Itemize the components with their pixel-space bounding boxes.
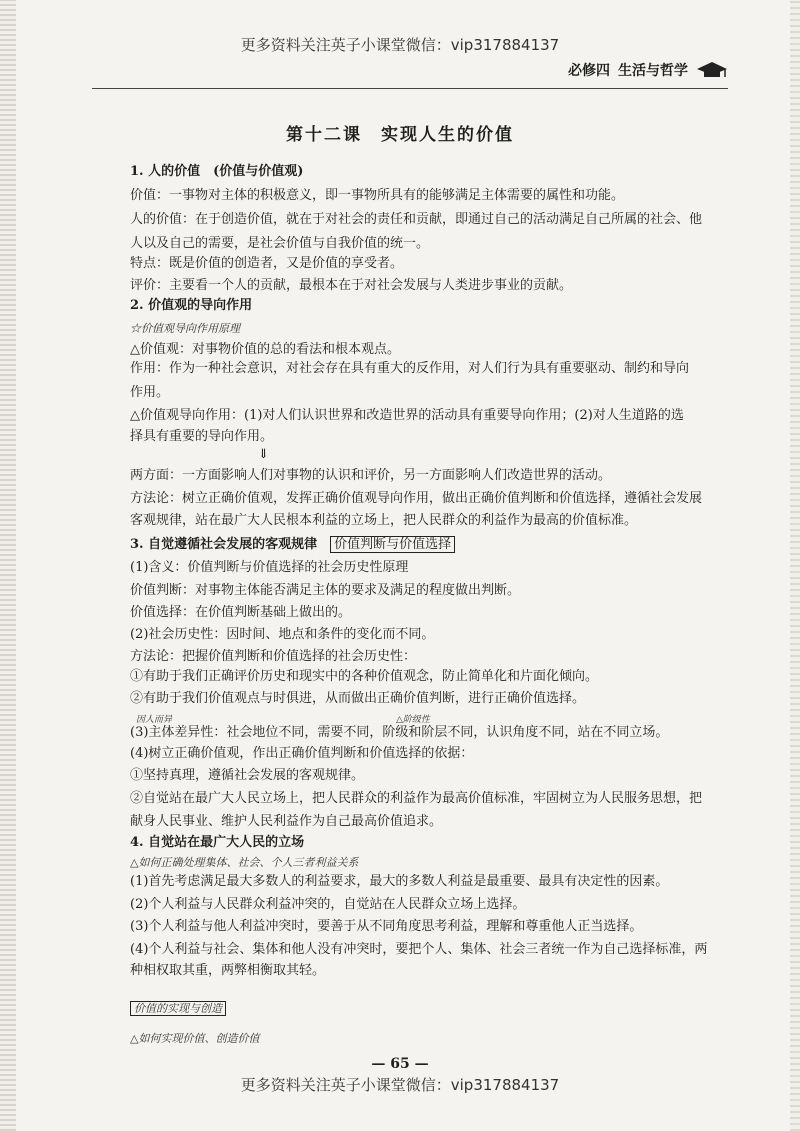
heading-4: 4. 自觉站在最广大人民的立场 (130, 835, 305, 850)
text-line: 方法论：把握价值判断和价值选择的社会历史性： (130, 649, 417, 664)
book-label: 必修四 (568, 63, 610, 79)
page-title: 第十二课 实现人生的价值 (286, 125, 514, 145)
boxed-heading: 价值的实现与创造 (130, 1001, 226, 1016)
heading-2: 2. 价值观的导向作用 (130, 298, 253, 313)
text-line: 评价：主要看一个人的贡献，最根本在于对社会发展与人类进步事业的贡献。 (130, 278, 573, 293)
text-line: 作用。 (130, 385, 170, 400)
text-line: △价值观导向作用：(1)对人们认识世界和改造世界的活动具有重要导向作用；(2)对人生道路的选 (130, 408, 684, 423)
handwritten-note-left: 因人而异 (136, 715, 173, 725)
graduation-cap-icon (696, 60, 728, 80)
text-line: 人的价值：在于创造价值，就在于对社会的责任和贡献，即通过自己的活动满足自己所属的社会、他 (130, 212, 703, 227)
page-header (568, 60, 728, 80)
text-line: 价值选择：在价值判断基础上做出的。 (130, 605, 352, 620)
heading-1: 1. 人的价值 (价值与价值观) (130, 164, 304, 179)
handwritten-note: △如何正确处理集体、社会、个人三者利益关系 (130, 856, 359, 869)
watermark-bottom: 更多资料关注英子小课堂微信：vip317884137 (240, 1076, 560, 1094)
text-line: (3)个人利益与他人利益冲突时，要善于从不同角度思考利益，理解和尊重他人正当选择。 (130, 919, 643, 934)
text-line: 方法论：树立正确价值观，发挥正确价值观导向作用，做出正确价值判断和价值选择，遵循社会发展 (130, 491, 703, 506)
handwritten-note: ☆价值观导向作用原理 (130, 322, 240, 335)
text-line: △价值观：对事物价值的总的看法和根本观点。 (130, 342, 400, 357)
heading-3 (130, 536, 738, 553)
text-line: ②自觉站在最广大人民立场上，把人民群众的利益作为最高价值标准，牢固树立为人民服务思想，把 (130, 791, 703, 806)
text-line: 特点：既是价值的创造者，又是价值的享受者。 (130, 256, 404, 271)
text-line: 种相权取其重，两弊相衡取其轻。 (130, 963, 326, 978)
text-line: ①坚持真理，遵循社会发展的客观规律。 (130, 768, 365, 783)
boxed-label: 价值判断与价值选择 (330, 536, 455, 553)
text-line: 人以及自己的需要，是社会价值与自我价值的统一。 (130, 236, 430, 251)
text-line: (3)主体差异性：社会地位不同，需要不同，阶级和阶层不同，认识角度不同，站在不同立场。 (130, 725, 669, 740)
text-line: 两方面：一方面影响人们对事物的认识和评价，另一方面影响人们改造世界的活动。 (130, 468, 612, 483)
text-line: 价值判断：对事物主体能否满足主体的要求及满足的程度做出判断。 (130, 583, 521, 598)
scan-edge-right (790, 0, 800, 1131)
text-line: (4)树立正确价值观，作出正确价值判断和价值选择的依据： (130, 746, 474, 761)
subject-label: 生活与哲学 (618, 63, 688, 79)
text-line: ①有助于我们正确评价历史和现实中的各种价值观念，防止简单化和片面化倾向。 (130, 669, 599, 684)
text-line: (1)含义：价值判断与价值选择的社会历史性原理 (130, 560, 409, 575)
text-line: 献身人民事业、维护人民利益作为自己最高价值追求。 (130, 814, 443, 829)
page-number: — 65 — (371, 1056, 429, 1072)
text-line: (2)个人利益与人民群众利益冲突的，自觉站在人民群众立场上选择。 (130, 897, 526, 912)
watermark-top: 更多资料关注英子小课堂微信：vip317884137 (240, 36, 560, 54)
scan-edge-left (0, 0, 16, 1131)
text-line: (1)首先考虑满足最大多数人的利益要求，最大的多数人利益是最重要、最具有决定性的因素。 (130, 874, 669, 889)
text-line: 作用：作为一种社会意识，对社会存在具有重大的反作用，对人们行为具有重要驱动、制约和导向 (130, 361, 690, 376)
handwritten-boxed-heading (130, 1000, 738, 1017)
handwritten-note-right: △阶级性 (396, 715, 430, 725)
handwritten-note: △如何实现价值、创造价值 (130, 1032, 260, 1045)
header-rule (92, 88, 728, 89)
text-line: 价值：一事物对主体的积极意义，即一事物所具有的能够满足主体需要的属性和功能。 (130, 188, 625, 203)
text-line: (4)个人利益与社会、集体和他人没有冲突时，要把个人、集体、社会三者统一作为自己选择标准，两 (130, 942, 708, 957)
down-arrow-icon: ⇓ (258, 447, 269, 462)
text-line: (2)社会历史性：因时间、地点和条件的变化而不同。 (130, 627, 435, 642)
text-line: ②有助于我们价值观点与时俱进，从而做出正确价值判断，进行正确价值选择。 (130, 691, 586, 706)
text-line: 客观规律，站在最广大人民根本利益的立场上，把人民群众的利益作为最高的价值标准。 (130, 513, 638, 528)
text-line: 择具有重要的导向作用。 (130, 429, 274, 444)
heading-3-text: 3. 自觉遵循社会发展的客观规律 (130, 537, 318, 552)
